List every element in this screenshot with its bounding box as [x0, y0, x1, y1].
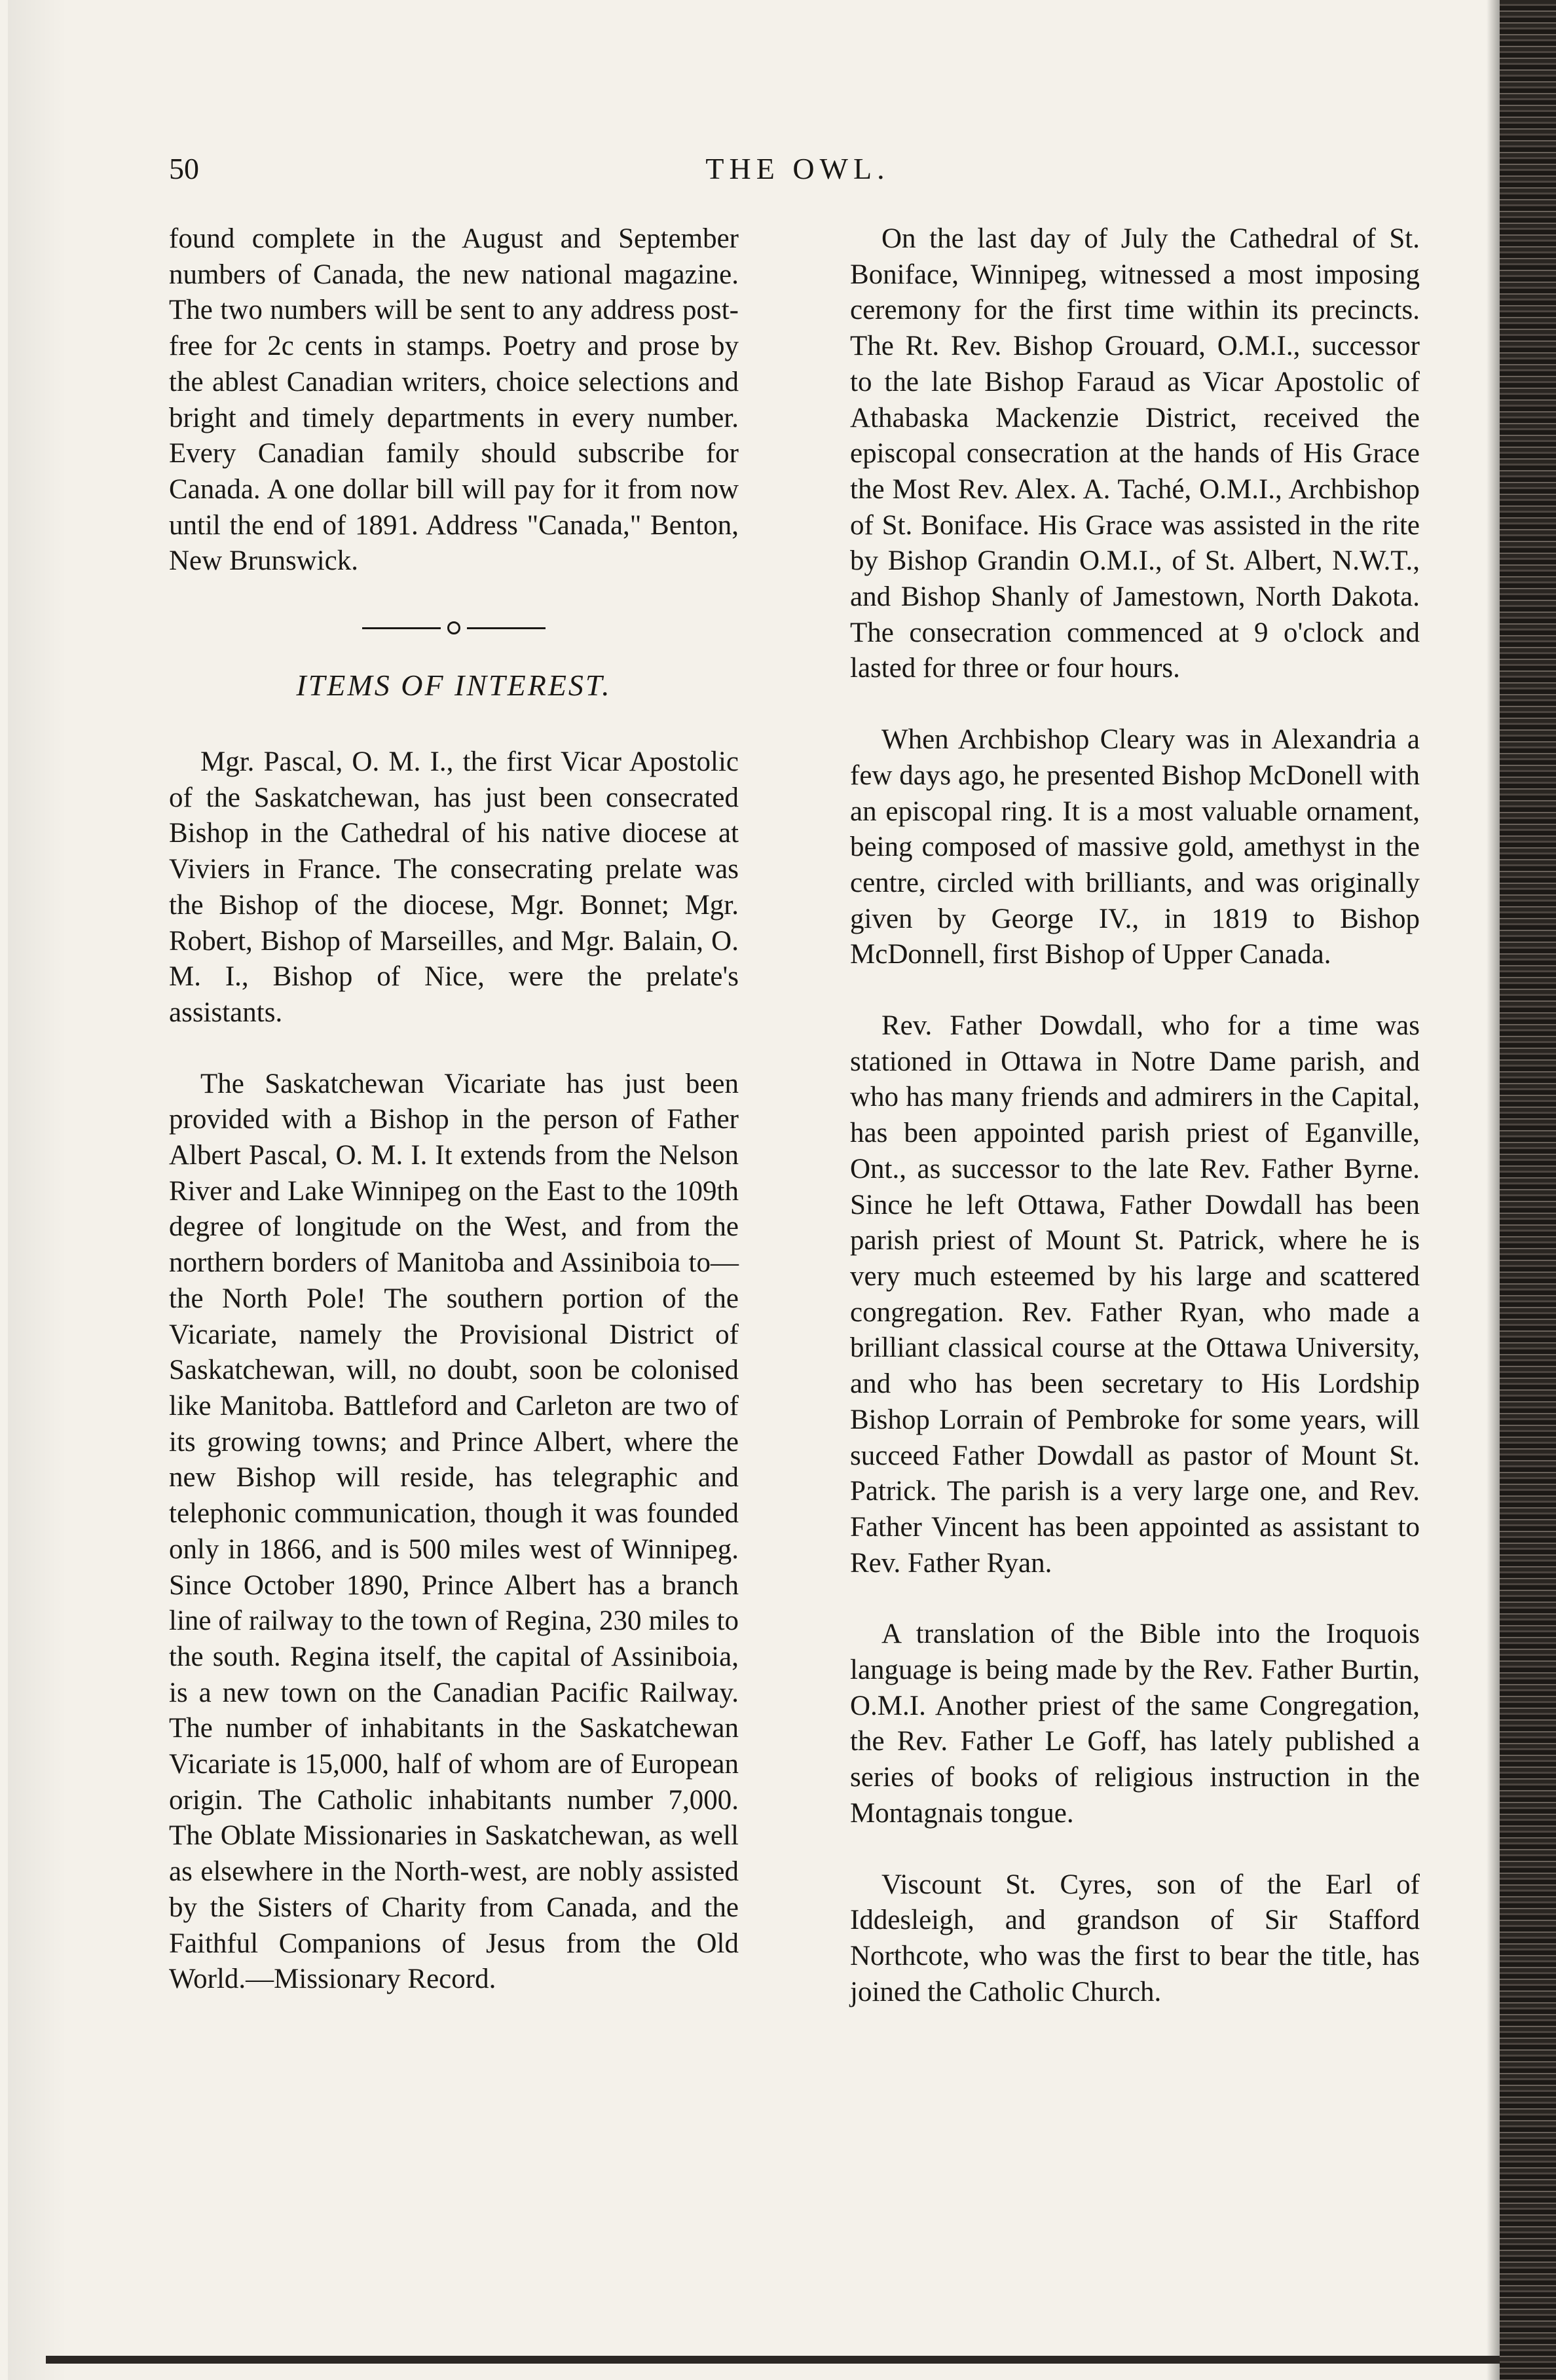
bottom-rule: [46, 2356, 1500, 2364]
news-item-episcopal-ring: When Archbishop Cleary was in Alexandria a few days ago, he presented Bishop McDonell with an episcopal ring. It is a most valuable ornament, being composed of massive gold, amethyst in the centre, circled with brilliants, and was originally given by George IV., in 1819 to Bishop McDonnell, first Bishop of Upper Canada.: [850, 724, 1420, 970]
continued-paragraph: found complete in the August and September numbers of Canada, the new national magazine. The two numbers will be sent to any address post-free for 2c cents in stamps. Poetry and prose by the ablest Canadian writers, choice selections and bright and timely departments in every number. Every Canadian family should subscribe for Canada. A one dollar bill will pay for it from now until the end of 1891. Address "Canada," Benton, New Brunswick.: [169, 223, 739, 577]
news-item-st-boniface-consecration: On the last day of July the Cathedral of St. Boniface, Winnipeg, witnessed a most imposing ceremony for the first time within its precincts. The Rt. Rev. Bishop Grouard, O.M.I., successor to the late Bishop Faraud as Vicar Apostolic of Athabaska Mackenzie District, received the episcopal consecration at the hands of His Grace the Most Rev. Alex. A. Taché, O.M.I., Archbishop of St. Boniface. His Grace was assisted in the rite by Bishop Grandin O.M.I., of St. Albert, N.W.T., and Bishop Shanly of Jamestown, North Dakota. The consecration commenced at 9 o'clock and lasted for three or four hours.: [850, 223, 1420, 684]
page-number: 50: [169, 152, 199, 185]
book-binding-edge: [1500, 0, 1556, 2380]
section-heading: ITEMS OF INTEREST.: [296, 668, 612, 703]
news-item-father-dowdall: Rev. Father Dowdall, who for a time was stationed in Ottawa in Notre Dame parish, and who has many friends and admirers in the Capital, has been appointed parish priest of Eganville, Ont., as successor to the late Rev. Father Byrne. Since he left Ottawa, Father Dowdall has been parish priest of Mount St. Patrick, where he is very much esteemed by his large and scattered congregation. Rev. Father Ryan, who made a brilliant classical course at the Ottawa University, and who has been secretary to His Lordship Bishop Lorrain of Pembroke for some years, will succeed Father Dowdall as pastor of Mount St. Patrick. The parish is a very large one, and Rev. Father Vincent has been appointed as assistant to Rev. Father Ryan.: [850, 1010, 1420, 1579]
right-column: [850, 221, 1420, 2010]
left-column: [169, 221, 739, 1998]
scan-shadow: [8, 0, 67, 2380]
binding-shadow: [1487, 0, 1501, 2380]
news-item-viscount-st-cyres: Viscount St. Cyres, son of the Earl of Iddesleigh, and grandson of Sir Stafford Northcote, who was the first to bear the title, has joined the Catholic Church.: [850, 1869, 1420, 2007]
section-divider-ornament: [169, 615, 739, 641]
journal-title: THE OWL.: [705, 152, 890, 185]
news-item-iroquois-bible: A translation of the Bible into the Iroquois language is being made by the Rev. Father Burtin, O.M.I. Another priest of the same Congregation, the Rev. Father Le Goff, has lately published a series of books of religious instruction in the Montagnais tongue.: [850, 1619, 1420, 1829]
running-head: [169, 149, 1426, 195]
news-item-saskatchewan-vicariate: The Saskatchewan Vicariate has just been provided with a Bishop in the person of Father Albert Pascal, O. M. I. It extends from the Nelson River and Lake Winnipeg on the East to the 109th degree of longitude on the West, and from the northern borders of Manitoba and Assiniboia to—the North Pole! The southern portion of the Vicariate, namely the Provisional District of Saskatchewan, will, no doubt, soon be colonised like Manitoba. Battleford and Carleton are two of its growing towns; and Prince Albert, where the new Bishop will reside, has telegraphic and telephonic communication, though it was founded only in 1866, and is 500 miles west of Winnipeg. Since October 1890, Prince Albert has a branch line of railway to the town of Regina, 230 miles to the south. Regina itself, the capital of Assiniboia, is a new town on the Canadian Pacific Railway. The number of inhabitants in the Saskatchewan Vicariate is 15,000, half of whom are of European origin. The Catholic inhabitants number 7,000. The Oblate Missionaries in Saskatchewan, as well as elsewhere in the North-west, are nobly assisted by the Sisters of Charity from Canada, and the Faithful Companions of Jesus from the Old World.—Missionary Record.: [169, 1068, 739, 1995]
news-item-pascal-consecration: Mgr. Pascal, O. M. I., the first Vicar Apostolic of the Saskatchewan, has just been consecrated Bishop in the Cathedral of his native diocese at Viviers in France. The consecrating prelate was the Bishop of the diocese, Mgr. Bonnet; Mgr. Robert, Bishop of Marseilles, and Mgr. Balain, O. M. I., Bishop of Nice, were the prelate's assistants.: [169, 746, 739, 1028]
